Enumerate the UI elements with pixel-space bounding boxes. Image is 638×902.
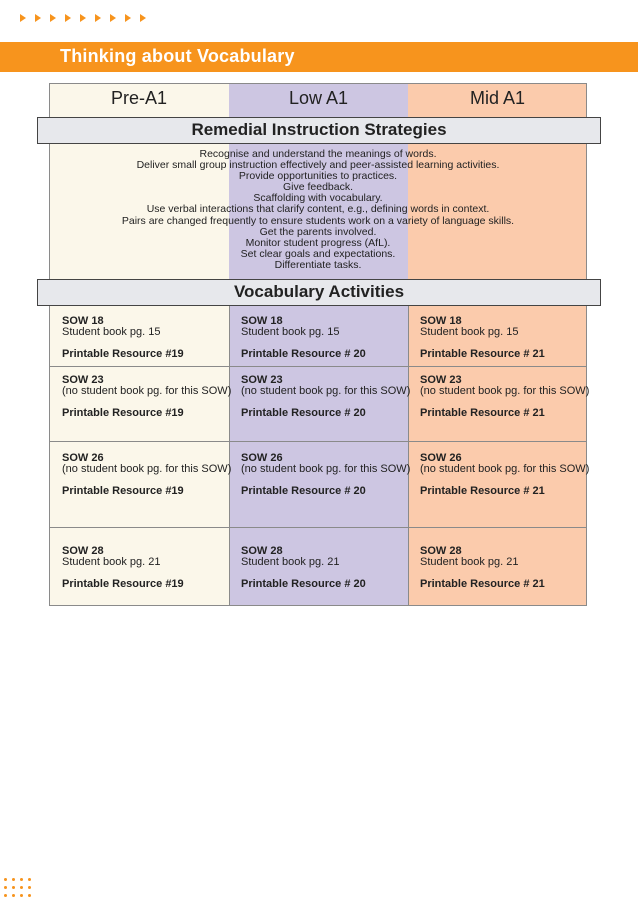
printable-resource: Printable Resource # 20 bbox=[241, 578, 366, 590]
student-book-ref: Student book pg. 21 bbox=[241, 556, 340, 568]
student-book-ref: Student book pg. 15 bbox=[420, 326, 519, 338]
page-title: Thinking about Vocabulary bbox=[60, 46, 295, 66]
activity-cell bbox=[420, 375, 590, 419]
sow-label: SOW 23 bbox=[241, 374, 283, 386]
printable-resource: Printable Resource # 21 bbox=[420, 348, 545, 360]
printable-resource: Printable Resource # 20 bbox=[241, 485, 366, 497]
dot-grid-icon bbox=[4, 878, 31, 897]
activity-cell bbox=[420, 546, 590, 590]
student-book-ref: (no student book pg. for this SOW) bbox=[62, 463, 232, 475]
row-divider bbox=[49, 366, 587, 367]
strategy-item: Provide opportunities to practices. bbox=[238, 170, 398, 183]
student-book-ref: Student book pg. 15 bbox=[241, 326, 340, 338]
activity-cell bbox=[241, 546, 411, 590]
remedial-section-title: Remedial Instruction Strategies bbox=[37, 117, 601, 144]
printable-resource: Printable Resource #19 bbox=[62, 407, 184, 419]
arrow-right-icon bbox=[80, 14, 86, 22]
sow-label: SOW 28 bbox=[62, 545, 104, 557]
activity-cell bbox=[241, 375, 411, 419]
arrow-right-icon bbox=[140, 14, 146, 22]
activity-cell bbox=[420, 453, 590, 497]
student-book-ref: (no student book pg. for this SOW) bbox=[241, 385, 411, 397]
strategy-item: Scaffolding with vocabulary. bbox=[253, 192, 383, 205]
strategy-item: Differentiate tasks. bbox=[274, 258, 362, 271]
arrow-right-icon bbox=[95, 14, 101, 22]
sow-label: SOW 23 bbox=[62, 374, 104, 386]
strategy-item: Give feedback. bbox=[282, 181, 354, 194]
student-book-ref: Student book pg. 21 bbox=[420, 556, 519, 568]
level-heading-mid-a1: Mid A1 bbox=[469, 88, 526, 108]
level-heading-low-a1: Low A1 bbox=[288, 88, 349, 108]
activity-cell bbox=[62, 375, 232, 419]
activity-cell bbox=[62, 453, 232, 497]
printable-resource: Printable Resource # 21 bbox=[420, 578, 545, 590]
student-book-ref: (no student book pg. for this SOW) bbox=[420, 463, 590, 475]
activity-cell bbox=[420, 316, 590, 360]
arrow-right-icon bbox=[125, 14, 131, 22]
student-book-ref: Student book pg. 21 bbox=[62, 556, 161, 568]
level-heading-pre-a1: Pre-A1 bbox=[110, 88, 168, 108]
sow-label: SOW 23 bbox=[420, 374, 462, 386]
student-book-ref: Student book pg. 15 bbox=[62, 326, 161, 338]
row-divider bbox=[49, 441, 587, 442]
activity-cell bbox=[241, 453, 411, 497]
arrow-right-icon bbox=[50, 14, 56, 22]
sow-label: SOW 26 bbox=[420, 452, 462, 464]
activities-section-title: Vocabulary Activities bbox=[37, 279, 601, 306]
strategy-item: Monitor student progress (AfL). bbox=[245, 236, 391, 249]
strategy-item: Use verbal interactions that clarify content, e.g., defining words in context. bbox=[146, 203, 490, 216]
title-banner bbox=[0, 42, 638, 72]
row-divider bbox=[49, 527, 587, 528]
strategy-item: Recognise and understand the meanings of words. bbox=[199, 148, 437, 160]
sow-label: SOW 18 bbox=[420, 315, 462, 327]
activity-cell bbox=[62, 316, 232, 360]
student-book-ref: (no student book pg. for this SOW) bbox=[62, 385, 232, 397]
printable-resource: Printable Resource #19 bbox=[62, 485, 184, 497]
strategy-list bbox=[49, 149, 587, 271]
strategy-item: Pairs are changed frequently to ensure students work on a variety of language skills. bbox=[121, 214, 515, 227]
strategy-item: Deliver small group instruction effectively and peer-assisted learning activities. bbox=[136, 159, 500, 172]
printable-resource: Printable Resource #19 bbox=[62, 578, 184, 590]
printable-resource: Printable Resource # 20 bbox=[241, 348, 366, 360]
arrow-decoration bbox=[20, 14, 146, 22]
activity-cell bbox=[241, 316, 411, 360]
strategy-item: Get the parents involved. bbox=[259, 225, 377, 238]
sow-label: SOW 26 bbox=[62, 452, 104, 464]
printable-resource: Printable Resource #19 bbox=[62, 348, 184, 360]
sow-label: SOW 28 bbox=[420, 545, 462, 557]
arrow-right-icon bbox=[65, 14, 71, 22]
sow-label: SOW 26 bbox=[241, 452, 283, 464]
printable-resource: Printable Resource # 20 bbox=[241, 407, 366, 419]
printable-resource: Printable Resource # 21 bbox=[420, 407, 545, 419]
sow-label: SOW 28 bbox=[241, 545, 283, 557]
arrow-right-icon bbox=[20, 14, 26, 22]
student-book-ref: (no student book pg. for this SOW) bbox=[420, 385, 590, 397]
activity-cell bbox=[62, 546, 232, 590]
arrow-right-icon bbox=[110, 14, 116, 22]
arrow-right-icon bbox=[35, 14, 41, 22]
student-book-ref: (no student book pg. for this SOW) bbox=[241, 463, 411, 475]
printable-resource: Printable Resource # 21 bbox=[420, 485, 545, 497]
sow-label: SOW 18 bbox=[241, 315, 283, 327]
strategy-item: Set clear goals and expectations. bbox=[240, 247, 396, 260]
sow-label: SOW 18 bbox=[62, 315, 104, 327]
